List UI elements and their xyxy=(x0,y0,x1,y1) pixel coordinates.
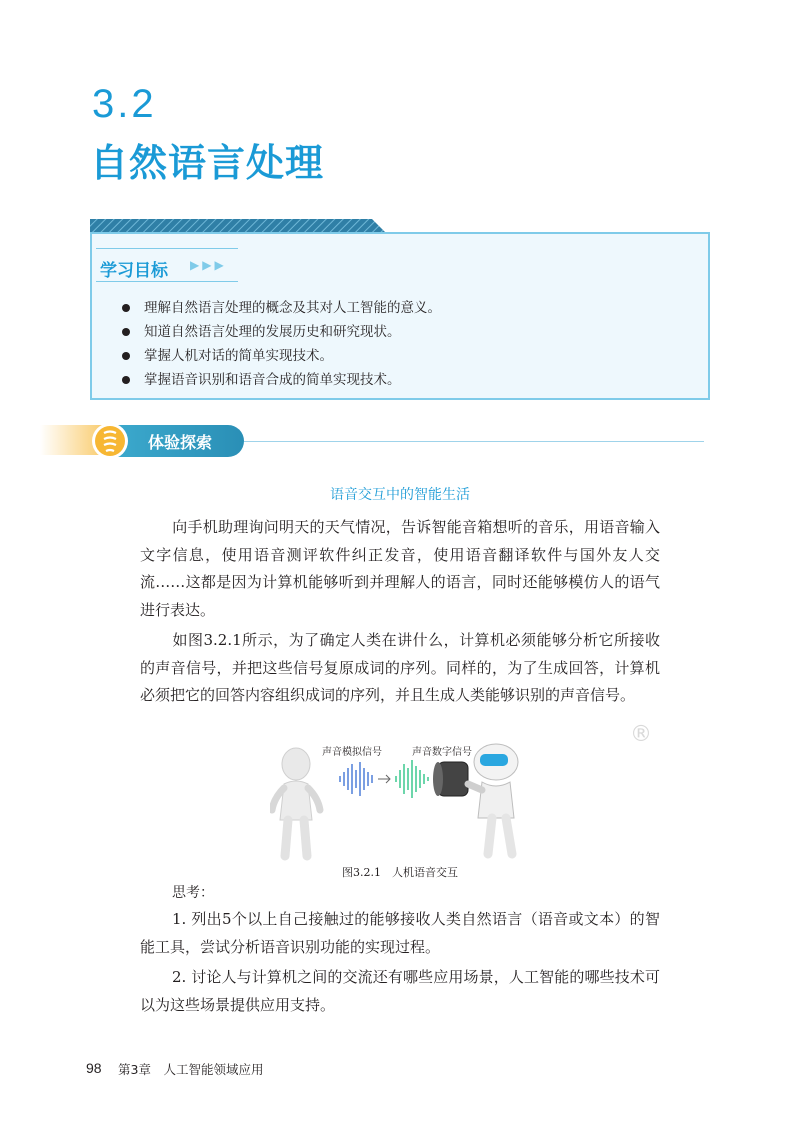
article-paragraph-1: 向手机助理询问明天的天气情况，告诉智能音箱想听的音乐，用语音输入文字信息，使用语音测评软件纠正发音，使用语音翻译软件与国外友人交流……这都是因为计算机能够听到并理解人的语言，同时还能够模仿人的语气进行表达。 xyxy=(140,518,660,619)
bullet-icon xyxy=(122,352,130,360)
bullet-icon xyxy=(122,376,130,384)
objectives-list xyxy=(122,296,441,392)
objective-item: 掌握人机对话的简单实现技术。 xyxy=(122,344,441,368)
objectives-heading: 学习目标 xyxy=(100,261,168,281)
triangle-arrows-icon: ▶▶▶ xyxy=(190,258,227,272)
section-title: 自然语言处理 xyxy=(90,141,325,185)
digital-signal-wave-icon xyxy=(396,760,428,798)
objective-item: 掌握语音识别和语音合成的简单实现技术。 xyxy=(122,368,441,392)
human-robot-voice-figure xyxy=(270,742,570,862)
human-figure-icon xyxy=(272,748,320,856)
bullet-icon xyxy=(122,328,130,336)
robot-figure-icon xyxy=(433,744,518,854)
explore-divider xyxy=(244,441,704,442)
figure-caption: 图3.2.1 人机语音交互 xyxy=(342,866,458,879)
objectives-divider-bottom xyxy=(96,281,238,282)
section-number: 3.2 xyxy=(92,82,157,126)
analog-signal-label: 声音模拟信号 xyxy=(322,747,382,758)
objectives-divider-top xyxy=(96,248,238,249)
think-heading: 思考： xyxy=(172,885,214,901)
digital-signal-label: 声音数字信号 xyxy=(412,747,472,758)
article-paragraph-2: 如图3.2.1所示，为了确定人类在讲什么，计算机必须能够分析它所接收的声音信号，并把这些信号复原成词的序列。同样的，为了生成回答，计算机必须把它的回答内容组织成词的序列，并且生成人类能够识别的声音信号。 xyxy=(140,631,660,704)
explore-label: 体验探索 xyxy=(148,433,213,452)
page-number: 98 xyxy=(86,1060,102,1076)
objective-item: 知道自然语言处理的发展历史和研究现状。 xyxy=(122,320,441,344)
analog-signal-wave-icon xyxy=(340,762,372,796)
think-question-2: 2. 讨论人与计算机之间的交流还有哪些应用场景，人工智能的哪些技术可以为这些场景提供应用支持。 xyxy=(140,968,660,1014)
chapter-title: 第3章 人工智能领域应用 xyxy=(118,1062,264,1077)
bullet-icon xyxy=(122,304,130,312)
registered-mark: ® xyxy=(630,722,652,747)
objective-item: 理解自然语言处理的概念及其对人工智能的意义。 xyxy=(122,296,441,320)
arrow-icon xyxy=(378,775,390,783)
lightbulb-icon xyxy=(90,422,130,460)
think-question-1: 1. 列出5个以上自己接触过的能够接收人类自然语言（语音或文本）的智能工具，尝试分析语音识别功能的实现过程。 xyxy=(140,910,660,956)
article-title: 语音交互中的智能生活 xyxy=(330,487,470,503)
